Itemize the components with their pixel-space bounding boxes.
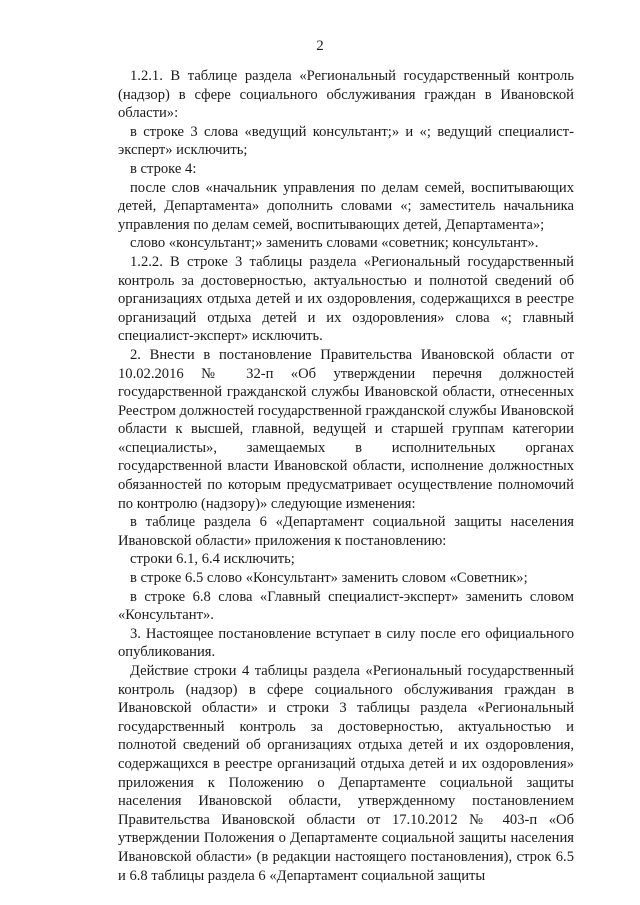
paragraph-3-effective: 3. Настоящее постановление вступает в силу после его официального опубликования. bbox=[118, 625, 574, 661]
paragraph-1-2-1: 1.2.1. В таблице раздела «Региональный государственный контроль (надзор) в сфере социального обслуживания граждан в Ивановской области»: bbox=[118, 68, 574, 122]
paragraph-table-section-6: в таблице раздела 6 «Департамент социальной защиты населения Ивановской области» приложения к постановлению: bbox=[118, 514, 574, 549]
paragraph-row-4-replacement: слово «консультант;» заменить словами «советник; консультант». bbox=[130, 235, 539, 252]
paragraph-row-3-change: в строке 3 слова «ведущий консультант;» и «; ведущий специалист-эксперт» исключить; bbox=[118, 123, 574, 159]
page-number: 2 bbox=[316, 38, 324, 54]
paragraph-validity: Действие строки 4 таблицы раздела «Региональный государственный контроль (надзор) в сфере социального обслуживания граждан в Ивановской области» и строки 3 таблицы раздела «Региональный государственный контроль за достоверностью, актуальностью и полнотой сведений об организациях отдыха детей и их оздоровления, содержащихся в реестре организаций отдыха детей и их оздоровления» приложения к Положению о Департаменте социальной защиты населения Ивановской области, утвержденному постановлением Правительства Ивановской области от 17.10.2012 № 403-п «Об утверждении Положения о Департаменте социальной защиты населения Ивановской области» (в редакции настоящего постановления), строк 6.5 и 6.8 таблицы раздела 6 «Департамент социальной защиты bbox=[118, 663, 574, 884]
document-body bbox=[118, 67, 574, 885]
paragraph-1-2-2: 1.2.2. В строке 3 таблицы раздела «Региональный государственный контроль за достоверностью, актуальностью и полнотой сведений об организациях отдыха детей и их оздоровления, содержащихся в реестре организаций отдыха детей и их оздоровления» слова «; главный специалист-эксперт» исключить. bbox=[118, 253, 574, 345]
paragraph-2-amendment: 2. Внести в постановление Правительства Ивановской области от 10.02.2016 № 32-п «Об утверждении перечня должностей государственной гражданской службы Ивановской области, отнесенных Реестром должностей государственной гражданской службы Ивановской области к высшей, главной, ведущей и старшей группам категории «специалисты», замещаемых в исполнительных органах государственной власти Ивановской области, исполнение должностных обязанностей по которым предусматривает осуществление полномочий по контролю (надзору)» следующие изменения: bbox=[118, 346, 574, 512]
paragraph-row-4-addition: после слов «начальник управления по делам семей, воспитывающих детей, Департамента» дополнить словами «; заместитель начальника управления по делам семей, воспитывающих детей, Департамента»; bbox=[118, 179, 574, 233]
paragraph-row-4-heading: в строке 4: bbox=[130, 160, 197, 177]
paragraph-row-6-8: в строке 6.8 слова «Главный специалист-эксперт» заменить словом «Консультант». bbox=[118, 588, 574, 624]
paragraph-rows-exclude: строки 6.1, 6.4 исключить; bbox=[130, 551, 295, 568]
paragraph-row-6-5: в строке 6.5 слово «Консультант» заменить словом «Советник»; bbox=[130, 570, 528, 587]
